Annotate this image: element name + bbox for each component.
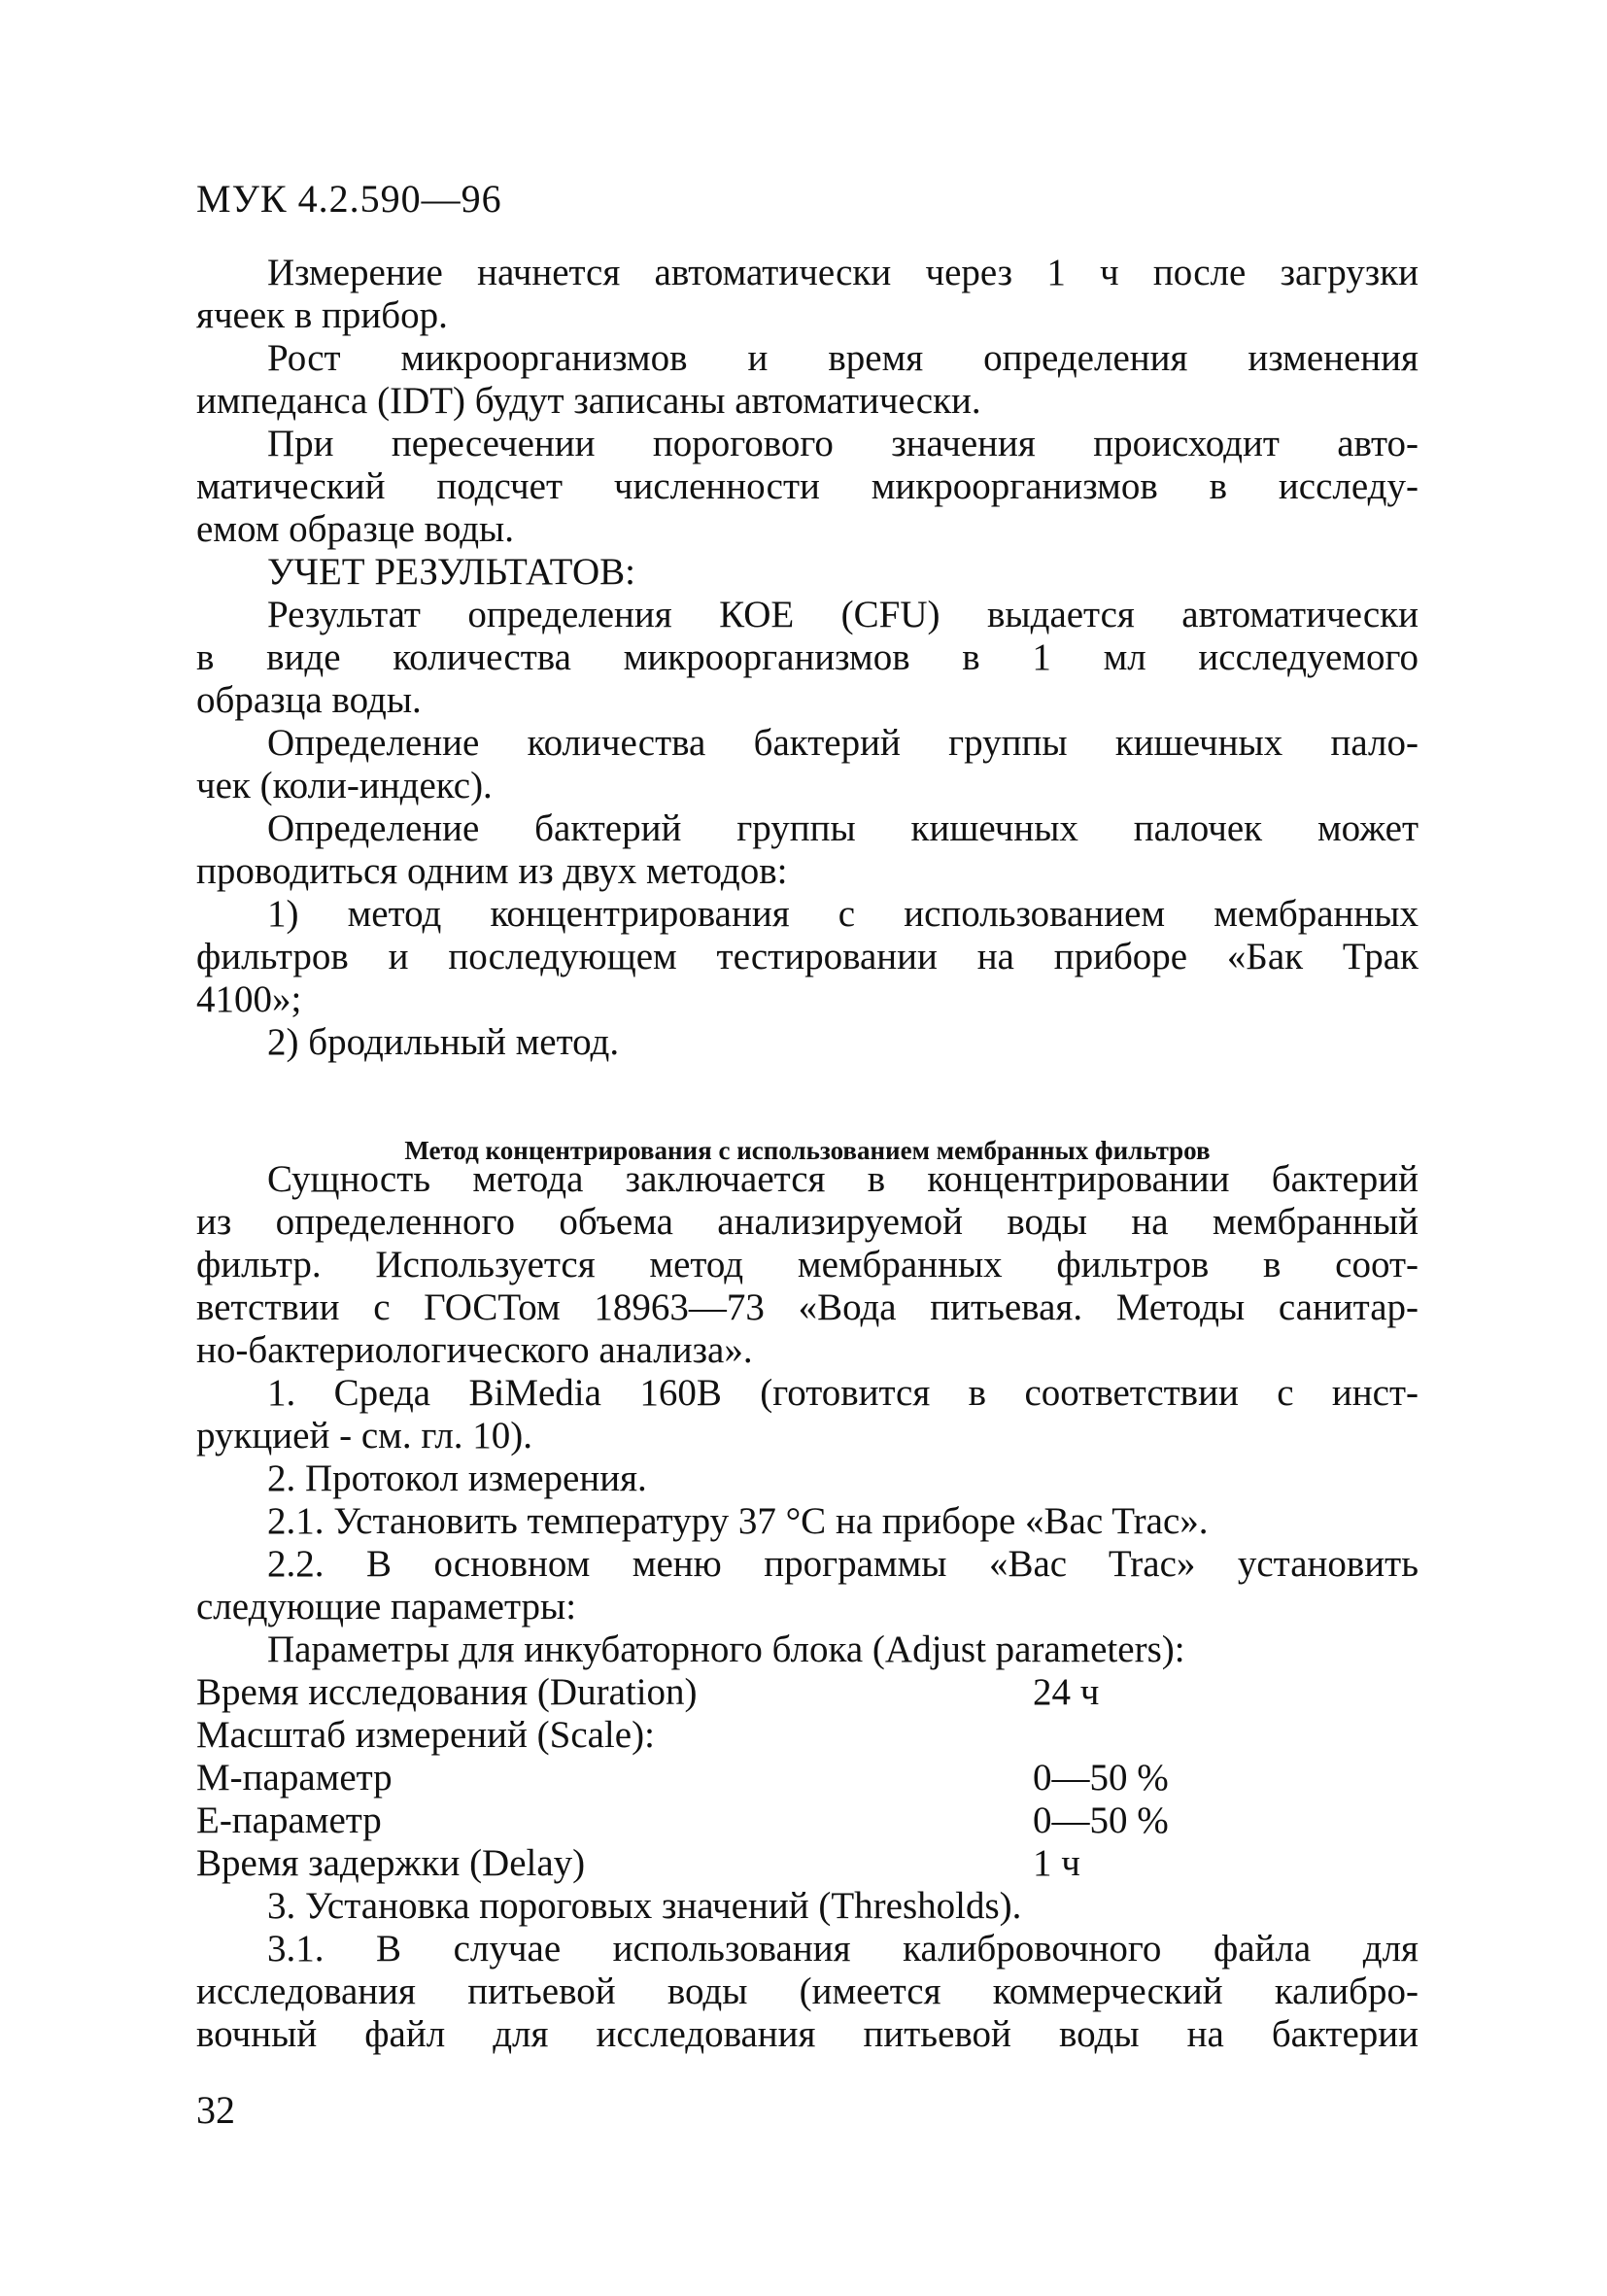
list-item: 1) метод концентрирования с использованием мембранных <box>267 893 1419 935</box>
paragraph-line: но-бактериологического анализа». <box>196 1329 753 1371</box>
parameter-value: 0—50 % <box>1033 1757 1169 1799</box>
paragraph-line: исследования питьевой воды (имеется коммерческий калибро- <box>196 1970 1419 2012</box>
paragraph-line: Определение количества бактерий группы кишечных пало- <box>267 722 1419 764</box>
list-item: 4100»; <box>196 978 302 1020</box>
paragraph-line: Результат определения КОЕ (CFU) выдается автоматически <box>267 594 1419 635</box>
parameter-name: Время исследования (Duration) <box>196 1671 698 1713</box>
parameter-name: Масштаб измерений (Scale): <box>196 1714 655 1756</box>
list-item: 2) бродильный метод. <box>267 1021 620 1063</box>
paragraph-line: Рост микроорганизмов и время определения изменения <box>267 337 1419 379</box>
paragraph-line: 1. Среда BiMedia 160B (готовится в соответствии с инст- <box>267 1372 1419 1414</box>
parameter-value: 1 ч <box>1033 1842 1080 1884</box>
paragraph-line: 2.2. В основном меню программы «Bac Trac» установить <box>267 1543 1419 1585</box>
paragraph-line: рукцией - см. гл. 10). <box>196 1415 533 1456</box>
paragraph-line: 2. Протокол измерения. <box>267 1457 647 1499</box>
paragraph-line: Сущность метода заключается в концентрировании бактерий <box>267 1158 1419 1200</box>
parameter-value: 24 ч <box>1033 1671 1100 1713</box>
paragraph-line: образца воды. <box>196 679 422 721</box>
results-heading: УЧЕТ РЕЗУЛЬТАТОВ: <box>267 551 635 593</box>
paragraph-line: чек (коли-индекс). <box>196 765 493 806</box>
parameter-name: Е-параметр <box>196 1799 382 1841</box>
document-header: МУК 4.2.590—96 <box>196 177 502 221</box>
paragraph-line: емом образце воды. <box>196 508 514 550</box>
paragraph-line: в виде количества микроорганизмов в 1 мл исследуемого <box>196 636 1419 678</box>
paragraph-line: матический подсчет численности микроорганизмов в исследу- <box>196 465 1419 507</box>
paragraph-line: импеданса (IDT) будут записаны автоматически. <box>196 380 981 422</box>
paragraph-line: 2.1. Установить температуру 37 °С на приборе «Bac Trac». <box>267 1500 1209 1542</box>
paragraph-line: 3. Установка пороговых значений (Thresholds). <box>267 1885 1022 1927</box>
paragraph-line: Параметры для инкубаторного блока (Adjust parameters): <box>267 1628 1185 1670</box>
paragraph-line: вочный файл для исследования питьевой воды на бактерии <box>196 2013 1419 2055</box>
paragraph-line: следующие параметры: <box>196 1586 577 1628</box>
paragraph-line: Измерение начнется автоматически через 1 ч после загрузки <box>267 252 1419 293</box>
parameter-name: М-параметр <box>196 1757 393 1799</box>
paragraph-line: ячеек в прибор. <box>196 294 448 336</box>
page-number: 32 <box>196 2088 235 2132</box>
paragraph-line: фильтр. Используется метод мембранных фильтров в соот- <box>196 1244 1419 1285</box>
paragraph-line: ветствии с ГОСТом 18963—73 «Вода питьевая. Методы санитар- <box>196 1286 1419 1328</box>
section-title: Метод концентрирования с использованием мембранных фильтров <box>404 1136 1211 1165</box>
parameter-value: 0—50 % <box>1033 1799 1169 1841</box>
parameter-name: Время задержки (Delay) <box>196 1842 586 1884</box>
paragraph-line: При пересечении порогового значения происходит авто- <box>267 423 1419 464</box>
paragraph-line: Определение бактерий группы кишечных палочек может <box>267 807 1419 849</box>
paragraph-line: из определенного объема анализируемой воды на мембранный <box>196 1201 1419 1243</box>
paragraph-line: проводиться одним из двух методов: <box>196 850 788 892</box>
list-item: фильтров и последующем тестировании на приборе «Бак Трак <box>196 936 1419 977</box>
paragraph-line: 3.1. В случае использования калибровочного файла для <box>267 1928 1419 1970</box>
